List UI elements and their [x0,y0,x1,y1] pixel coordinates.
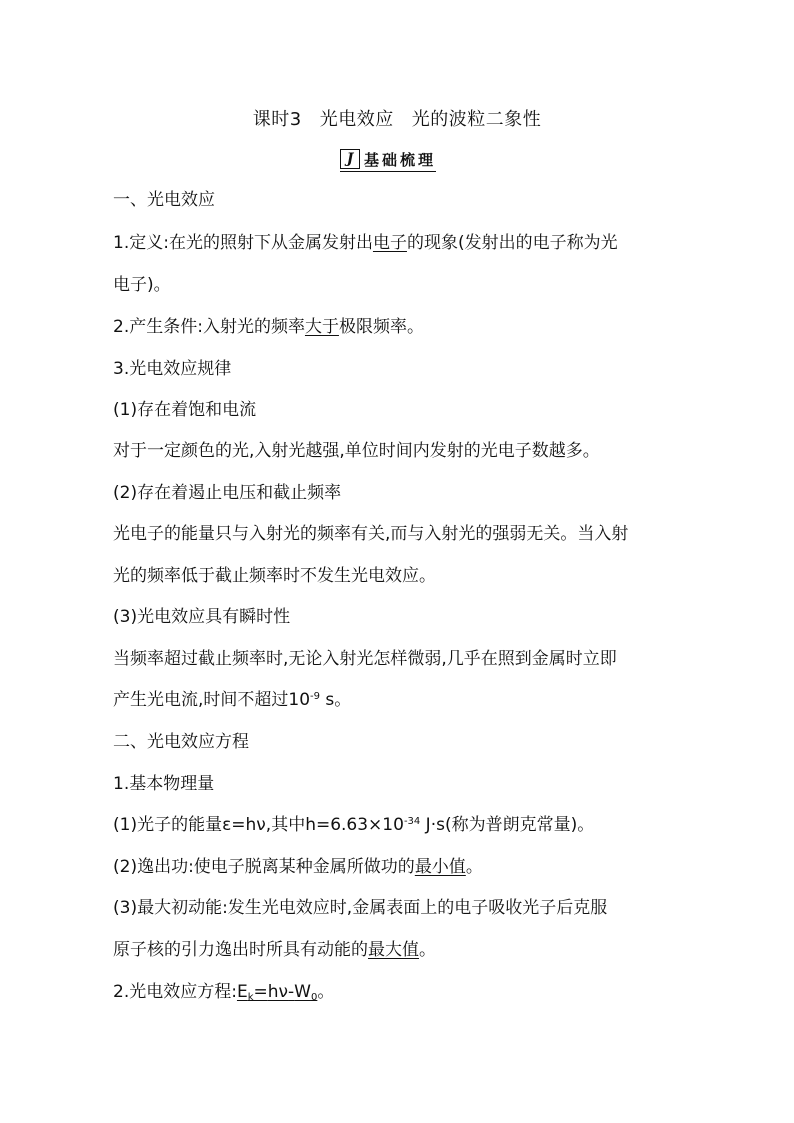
max-kinetic-energy-line: (3)最大初动能:发生光电效应时,金属表面上的电子吸收光子后克服 [113,898,608,918]
definition-line [113,231,618,255]
text-segment: 产生光电流,时间不超过10 [113,690,311,710]
max-kinetic-energy-line-cont [113,938,436,962]
heading-photoelectric-effect: 一、光电效应 [113,190,215,210]
exponent: -9 [310,691,321,702]
minus-sign: - [288,982,295,1002]
rule-3-heading: (3)光电效应具有瞬时性 [113,607,291,627]
photon-energy-line [113,813,594,837]
equation-line [113,980,334,1004]
symbol-w: W [294,982,311,1002]
text-segment: 的现象(发射出的电子称为光 [406,233,618,253]
text-segment: 2.光电效应方程: [113,982,237,1002]
lesson-number: 课时3 [252,109,302,130]
rules-heading: 3.光电效应规律 [113,359,232,379]
text-segment: (1)光子的能量ε=hν,其中h=6.63×10 [113,815,404,835]
text-segment: (2)逸出功:使电子脱离某种金属所做功的 [113,857,415,877]
underlined-equation [237,982,317,1002]
text-segment: J·s(称为普朗克常量)。 [420,815,595,835]
lesson-topic: 光电效应 [319,109,394,130]
text-segment: 。 [465,857,483,877]
rule-2-text-cont: 光的频率低于截止频率时不发生光电效应。 [113,566,436,586]
symbol-h-nu: hν [267,982,289,1002]
section-badge-label: 基础梳理 [364,150,437,169]
text-segment: 1.定义:在光的照射下从金属发射出 [113,233,373,253]
text-segment: 2.产生条件:入射光的频率 [113,317,305,337]
underlined-answer: 最小值 [414,857,466,877]
symbol-e: E [236,982,248,1002]
subscript-0: 0 [310,992,318,1003]
heading-equation: 二、光电效应方程 [113,732,249,752]
basic-quantities-heading: 1.基本物理量 [113,774,215,794]
j-letter-icon: J [340,149,360,169]
page-title [0,105,794,131]
rule-3-text: 当频率超过截止频率时,无论入射光怎样微弱,几乎在照到金属时立即 [113,649,617,669]
rule-1-heading: (1)存在着饱和电流 [113,400,257,420]
equals-sign: = [253,982,268,1002]
underlined-answer: 大于 [304,317,339,337]
text-segment: 原子核的引力逸出时所具有动能的 [113,940,368,960]
condition-line [113,315,424,339]
text-segment: 。 [419,940,436,960]
text-segment: 极限频率。 [338,317,424,337]
rule-3-text-cont [113,688,351,712]
rule-2-heading: (2)存在着遏止电压和截止频率 [113,483,342,503]
rule-1-text: 对于一定颜色的光,入射光越强,单位时间内发射的光电子数越多。 [113,441,600,461]
definition-line-cont: 电子)。 [113,275,171,295]
lesson-subtopic: 光的波粒二象性 [411,109,542,130]
subscript-k: k [247,992,254,1003]
work-function-line [113,855,483,879]
text-segment: s。 [320,690,352,710]
rule-2-text: 光电子的能量只与入射光的频率有关,而与入射光的强弱无关。当入射 [113,524,629,544]
section-badge [340,147,436,172]
underlined-answer: 电子 [372,233,407,253]
underlined-answer: 最大值 [368,940,419,960]
text-segment: 。 [317,982,335,1002]
exponent: -34 [403,816,421,827]
